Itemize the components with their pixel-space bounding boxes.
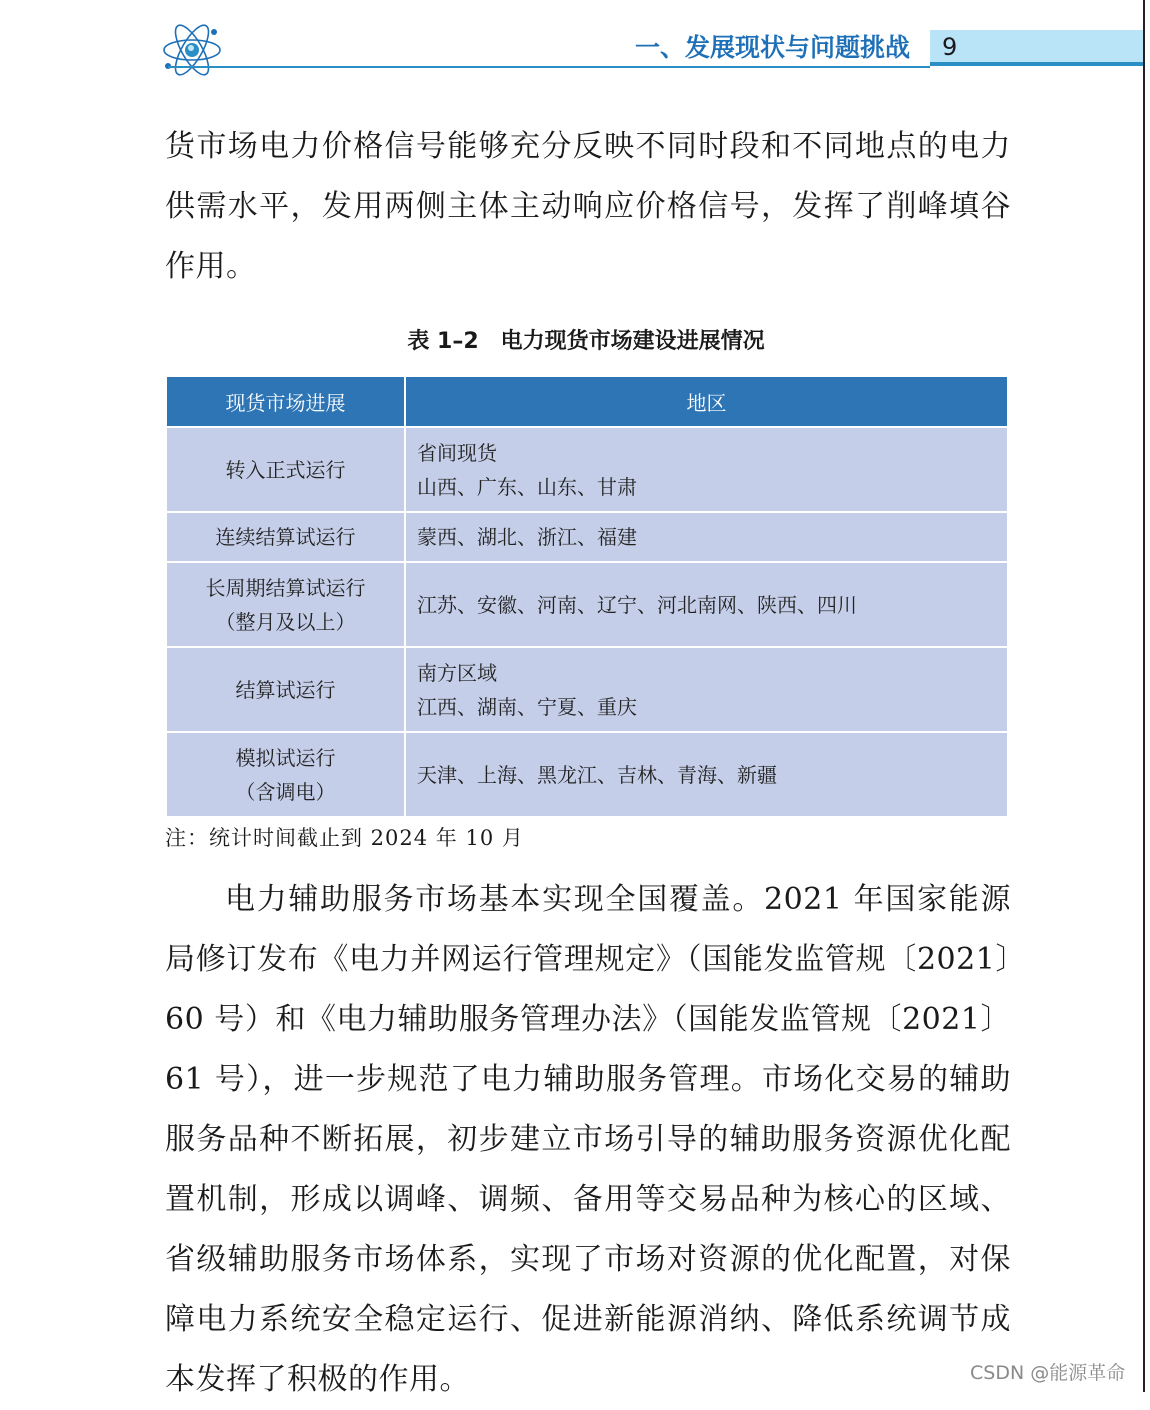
stage-cell (166, 512, 405, 562)
region-cell (405, 427, 1008, 512)
atom-icon (160, 16, 224, 80)
header-cell-region: 地区 (405, 376, 1008, 427)
stage-label: 模拟试运行 (235, 745, 336, 770)
page-edge-rule (1143, 0, 1145, 1392)
stage-label: 结算试运行 (235, 677, 336, 702)
region-line: 蒙西、湖北、浙江、福建 (417, 525, 637, 549)
header-rule (168, 66, 930, 68)
region-line: 省间现货 (417, 440, 497, 465)
table-caption: 表 1–2 电力现货市场建设进展情况 (407, 329, 765, 354)
body-paragraph-2: 电力辅助服务市场基本实现全国覆盖。2021 年国家能源局修订发布《电力并网运行管理规定》（国能发监管规〔2021〕60 号）和《电力辅助服务管理办法》（国能发监管规〔2021〕61 号），进一步规范了电力辅助服务管理。市场化交易的辅助服务品种不断拓展，初步建立市场引导的辅助服务资源优化配置机制，形成以调峰、调频、备用等交易品种为核心的区域、省级辅助服务市场体系，实现了市场对资源的优化配置，对保障电力系统安全稳定运行、促进新能源消纳、降低系统调节成本发挥了积极的作用。 (165, 882, 1011, 1397)
stage-cell (166, 647, 405, 732)
region-line: 天津、上海、黑龙江、吉林、青海、新疆 (417, 762, 777, 787)
stage-label: 转入正式运行 (225, 457, 346, 482)
region-line: 江西、湖南、宁夏、重庆 (417, 694, 637, 719)
region-cell (405, 512, 1008, 562)
page-number: 9 (942, 33, 958, 61)
stage-sublabel: （整月及以上） (215, 609, 356, 634)
stage-label: 长周期结算试运行 (205, 575, 366, 600)
table-row (166, 732, 1008, 817)
table-row (166, 647, 1008, 732)
table-row (166, 512, 1008, 562)
spot-market-progress-table (165, 375, 1009, 818)
stage-cell (166, 562, 405, 647)
region-cell (405, 562, 1008, 647)
region-line: 山西、广东、山东、甘肃 (417, 474, 637, 499)
region-line: 江苏、安徽、河南、辽宁、河北南网、陕西、四川 (417, 592, 857, 617)
table-row (166, 562, 1008, 647)
region-cell (405, 732, 1008, 817)
stage-label: 连续结算试运行 (215, 525, 356, 549)
table-note: 注：统计时间截止到 2024 年 10 月 (165, 826, 524, 850)
watermark: CSDN @能源革命 (970, 1362, 1126, 1384)
stage-cell (166, 732, 405, 817)
region-cell (405, 647, 1008, 732)
stage-cell (166, 427, 405, 512)
table-row (166, 427, 1008, 512)
chapter-title: 一、发展现状与问题挑战 (634, 33, 910, 62)
body-paragraph-1: 货市场电力价格信号能够充分反映不同时段和不同地点的电力供需水平，发用两侧主体主动响应价格信号，发挥了削峰填谷作用。 (165, 129, 1011, 284)
page-number-tab (930, 30, 1143, 66)
stage-sublabel: （含调电） (235, 779, 336, 804)
header-cell-progress: 现货市场进展 (166, 376, 405, 427)
table-header-row (166, 376, 1008, 427)
region-line: 南方区域 (417, 660, 497, 685)
